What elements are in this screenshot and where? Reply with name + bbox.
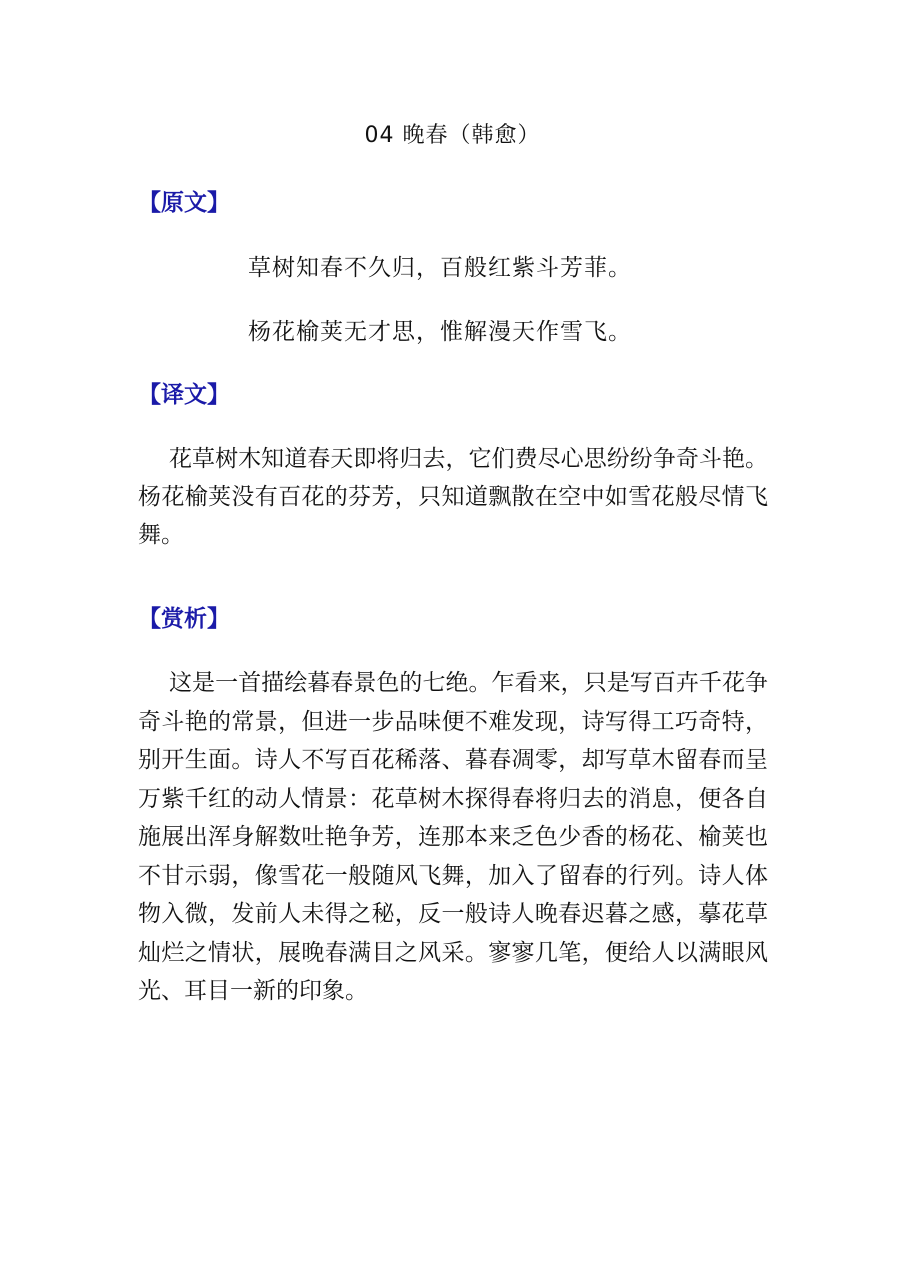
translation-paragraph: 花草树木知道春天即将归去，它们费尽心思纷纷争奇斗艳。杨花榆荚没有百花的芬芳，只知道飘散在空中如雪花般尽情飞舞。 (138, 446, 768, 548)
poem-title: 04 晚春（韩愈） (364, 123, 541, 148)
original-text-heading: 【原文】 (138, 190, 230, 216)
poem-line-2: 杨花榆荚无才思，惟解漫天作雪飞。 (248, 319, 632, 345)
poem-line-1: 草树知春不久归，百般红紫斗芳菲。 (248, 255, 632, 281)
analysis-paragraph: 这是一首描绘暮春景色的七绝。乍看来，只是写百卉千花争奇斗艳的常景，但进一步品味便不难发现，诗写得工巧奇特，别开生面。诗人不写百花稀落、暮春凋零，却写草木留春而呈万紫千红的动人情景：花草树木探得春将归去的消息，便各自施展出浑身解数吐艳争芳，连那本来乏色少香的杨花、榆荚也不甘示弱，像雪花一般随风飞舞，加入了留春的行列。诗人体物入微，发前人未得之秘，反一般诗人晚春迟暮之感，摹花草灿烂之情状，展晚春满目之风采。寥寥几笔，便给人以满眼风光、耳目一新的印象。 (138, 670, 768, 1004)
analysis-heading: 【赏析】 (138, 606, 230, 632)
translation-heading: 【译文】 (138, 382, 230, 408)
